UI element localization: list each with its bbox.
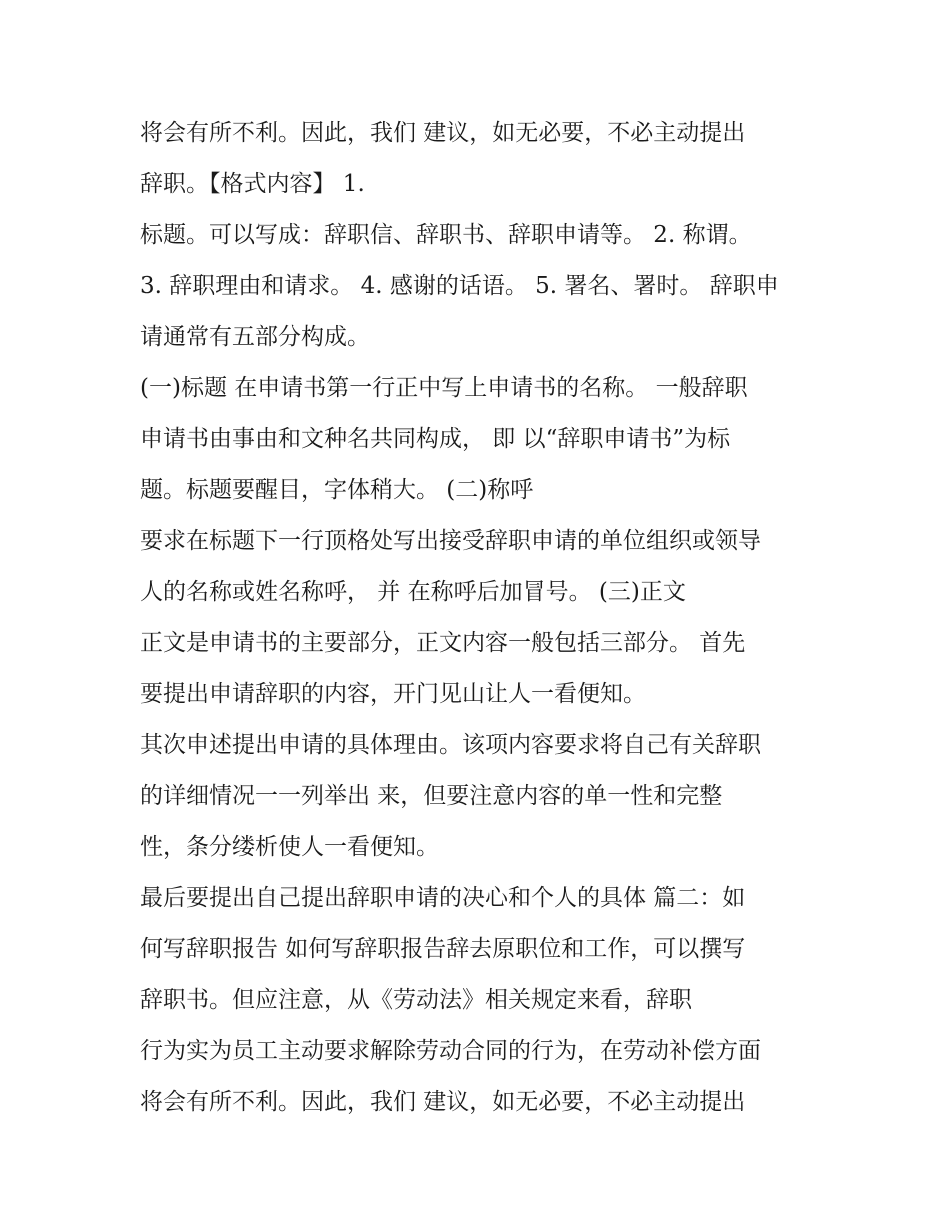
text-line: 将会有所不利。因此，我们 建议，如无必要，不必主动提出: [140, 1089, 746, 1115]
text-line: 辞职书。但应注意，从《劳动法》相关规定来看，辞职: [140, 987, 692, 1013]
text-line: 人的名称或姓名称呼， 并 在称呼后加冒号。 (三)正文: [140, 579, 686, 605]
text-line: 最后要提出自己提出辞职申请的决心和个人的具体 篇二：如: [140, 885, 746, 911]
text-line: 性，条分缕析使人一看便知。: [140, 834, 439, 860]
text-line: 其次申述提出申请的具体理由。该项内容要求将自己有关辞职: [140, 732, 761, 758]
text-line: 要求在标题下一行顶格处写出接受辞职申请的单位组织或领导: [140, 528, 761, 554]
text-line: 的详细情况一一列举出 来，但要注意内容的单一性和完整: [140, 783, 723, 809]
text-line: 要提出申请辞职的内容，开门见山让人一看便知。: [140, 681, 646, 707]
text-line: 题。标题要醒目，字体稍大。 (二)称呼: [140, 477, 534, 503]
text-line: 将会有所不利。因此，我们 建议，如无必要，不必主动提出: [140, 120, 746, 146]
document-body-text: [140, 108, 830, 1128]
text-line: (一)标题 在申请书第一行正中写上申请书的名称。 一般辞职: [140, 375, 748, 401]
text-line: 何写辞职报告 如何写辞职报告辞去原职位和工作，可以撰写: [140, 936, 746, 962]
text-line: 3. 辞职理由和请求。 4. 感谢的话语。 5. 署名、署时。 辞职申: [140, 273, 779, 299]
text-line: 请通常有五部分构成。: [140, 324, 370, 350]
text-line: 行为实为员工主动要求解除劳动合同的行为，在劳动补偿方面: [140, 1038, 761, 1064]
text-line: 正文是申请书的主要部分，正文内容一般包括三部分。 首先: [140, 630, 746, 656]
text-line: 标题。可以写成：辞职信、辞职书、辞职申请等。 2. 称谓。: [140, 222, 752, 248]
text-line: 辞职。【格式内容】 1.: [140, 171, 365, 197]
text-line: 申请书由事由和文种名共同构成， 即 以“辞职申请书”为标: [140, 426, 731, 452]
